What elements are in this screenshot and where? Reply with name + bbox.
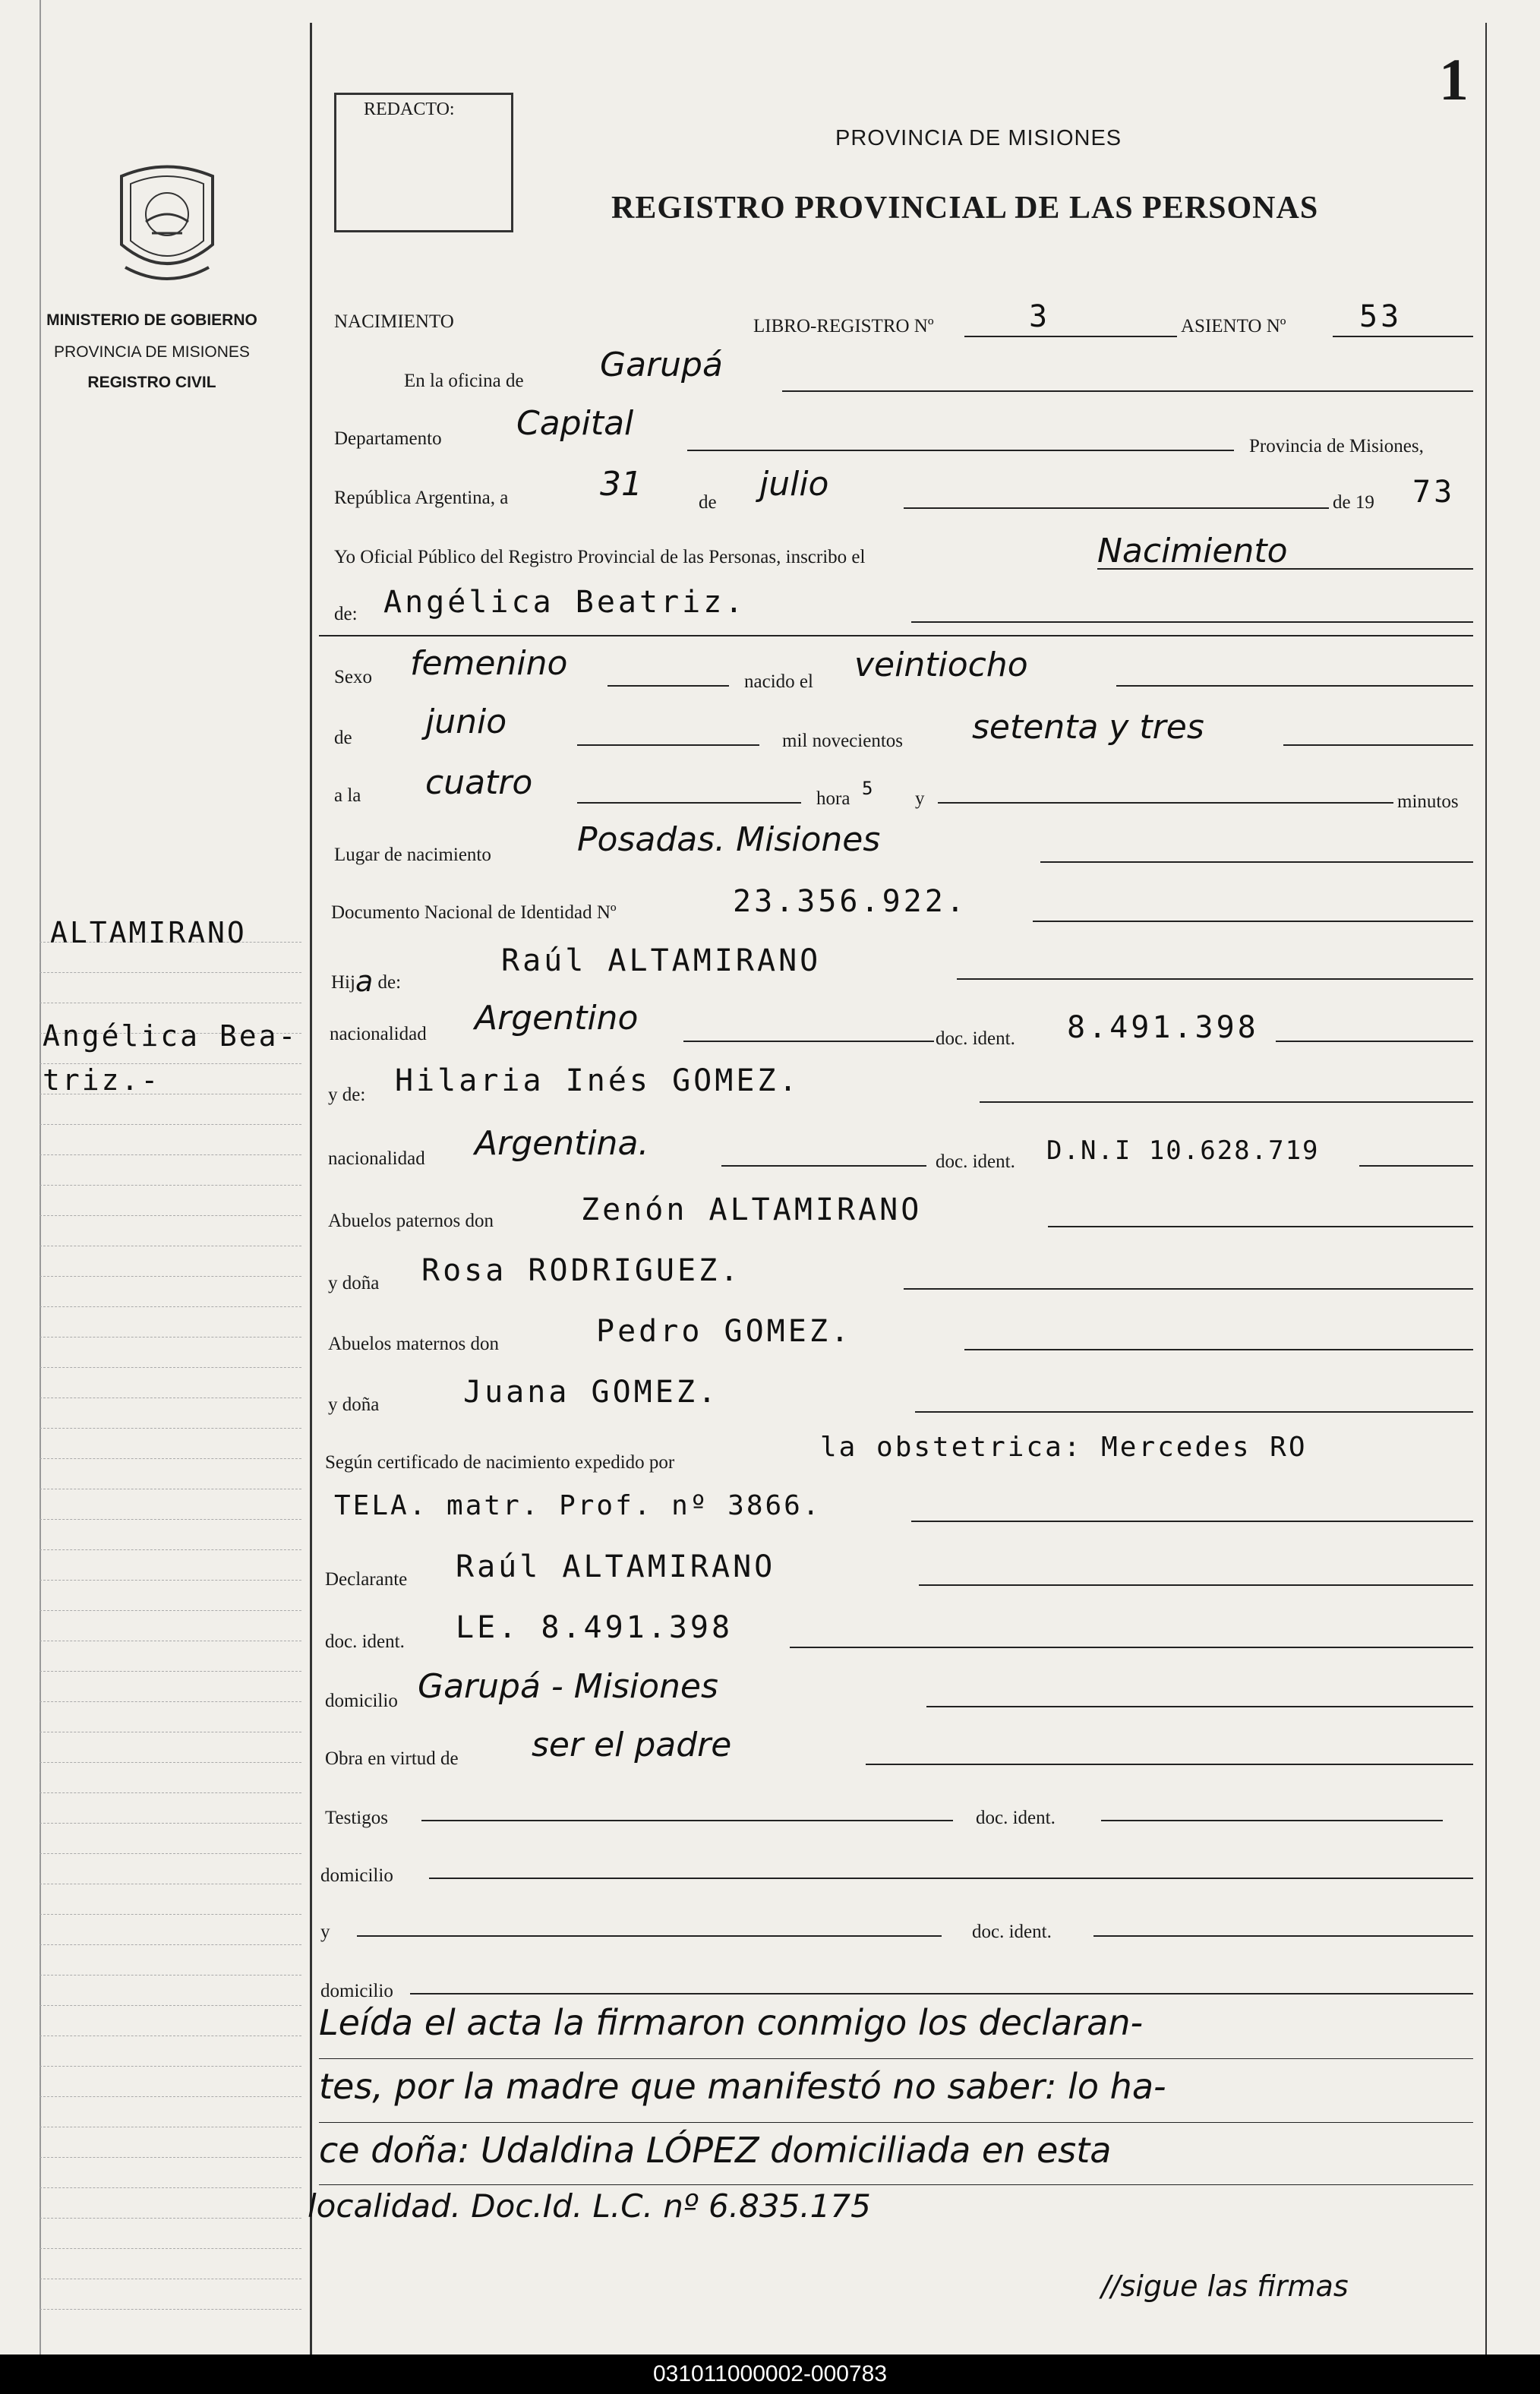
margin-ruled-line	[39, 1944, 301, 1945]
dom-line	[926, 1706, 1473, 1707]
note-line-3: ce doña: Udaldina LÓPEZ domiciliada en esta	[319, 2130, 1112, 2171]
de-label: de	[699, 492, 717, 513]
doc4-label: doc. ident.	[972, 1922, 1052, 1942]
note-line-1: Leída el acta la firmaron conmigo los declaran-	[319, 2002, 1144, 2043]
margin-ruled-line	[39, 972, 301, 973]
doc3-label: doc. ident.	[976, 1808, 1056, 1828]
mes2-line	[577, 744, 759, 746]
sidebar-province-label: PROVINCIA DE MISIONES	[54, 343, 250, 361]
anio-value: 73	[1412, 475, 1456, 510]
cert-value-2: TELA. matr. Prof. nº 3866.	[334, 1490, 822, 1521]
doc1-value: 8.491.398	[1067, 1010, 1259, 1045]
abp2-line	[904, 1288, 1473, 1290]
oficina-label: En la oficina de	[404, 371, 524, 391]
nac2-label: nacionalidad	[328, 1148, 425, 1169]
margin-given-name-1: Angélica Bea-	[43, 1019, 298, 1053]
redacto-box	[334, 93, 513, 232]
mil-line	[1283, 744, 1473, 746]
lugar-value: Posadas. Misiones	[577, 820, 881, 859]
departamento-label: Departamento	[334, 428, 442, 449]
libro-label: LIBRO-REGISTRO Nº	[753, 316, 934, 336]
nacido-value: veintiocho	[854, 646, 1028, 684]
dni-line	[1033, 921, 1473, 922]
yo-label: Yo Oficial Público del Registro Provincial de las Personas, inscribo el	[334, 547, 866, 567]
lugar-line	[1040, 861, 1473, 863]
sexo-label: Sexo	[334, 667, 372, 687]
margin-ruled-line	[39, 1975, 301, 1976]
dom-value: Garupá - Misiones	[418, 1667, 718, 1706]
testigos-label: Testigos	[325, 1808, 388, 1828]
margin-ruled-line	[39, 1519, 301, 1520]
margin-ruled-line	[39, 1914, 301, 1915]
abm-value: Pedro GOMEZ.	[596, 1314, 852, 1349]
mes-line	[904, 507, 1329, 509]
republica-label: República Argentina, a	[334, 488, 509, 508]
margin-ruled-line	[39, 1124, 301, 1125]
note-line-5: //sigue las firmas	[1101, 2269, 1349, 2303]
yo-value: Nacimiento	[1097, 532, 1288, 570]
obra-line	[866, 1764, 1473, 1765]
madre-value: Hilaria Inés GOMEZ.	[395, 1063, 800, 1098]
yde-label: y de:	[328, 1085, 366, 1105]
obra-label: Obra en virtud de	[325, 1748, 459, 1769]
departamento-value: Capital	[516, 404, 634, 443]
abm-line	[964, 1349, 1473, 1350]
nacido-label: nacido el	[744, 671, 813, 692]
nombre-line-2	[319, 635, 1473, 636]
padre-value: Raúl ALTAMIRANO	[501, 943, 822, 978]
asiento-line	[1333, 336, 1473, 337]
cert-label: Según certificado de nacimiento expedido por	[325, 1452, 675, 1473]
margin-ruled-line	[39, 2187, 301, 2188]
abp-line	[1048, 1226, 1473, 1227]
dni-value: 23.356.922.	[733, 884, 967, 919]
docdec-label: doc. ident.	[325, 1631, 405, 1652]
margin-ruled-line	[39, 1671, 301, 1672]
dom-label: domicilio	[325, 1691, 398, 1711]
margin-ruled-line	[39, 1154, 301, 1155]
y2-line	[357, 1935, 942, 1937]
oficina-line	[782, 390, 1473, 392]
dom3-line	[410, 1993, 1473, 1994]
doc1-label: doc. ident.	[936, 1028, 1015, 1049]
margin-ruled-line	[39, 2218, 301, 2219]
abm-label: Abuelos maternos don	[328, 1334, 499, 1354]
dom2-label: domicilio	[320, 1865, 393, 1886]
abp-label: Abuelos paternos don	[328, 1211, 494, 1231]
margin-ruled-line	[39, 2005, 301, 2006]
provincial-seal-icon	[106, 161, 228, 290]
ydona2-label: y doña	[328, 1394, 380, 1415]
margin-ruled-line	[39, 1337, 301, 1338]
margin-given-name-2: triz.-	[43, 1063, 161, 1097]
hora-value: cuatro	[425, 763, 533, 802]
abp2-value: Rosa RODRIGUEZ.	[421, 1253, 742, 1288]
margin-ruled-line	[39, 1549, 301, 1550]
doc4-line	[1093, 1935, 1473, 1937]
dni-label: Documento Nacional de Identidad Nº	[331, 902, 617, 923]
hora-label: hora	[816, 788, 850, 809]
registry-title: REGISTRO PROVINCIAL DE LAS PERSONAS	[611, 191, 1319, 226]
docdec-value: LE. 8.491.398	[456, 1610, 734, 1645]
cert-line	[911, 1521, 1473, 1522]
margin-ruled-line	[39, 1428, 301, 1429]
asiento-label: ASIENTO Nº	[1181, 316, 1286, 336]
hora-line	[577, 802, 801, 804]
asiento-value: 53	[1359, 299, 1403, 334]
de3-label: de	[334, 728, 352, 748]
civil-registry-label: REGISTRO CIVIL	[87, 374, 216, 391]
mil-value: setenta y tres	[972, 708, 1204, 747]
madre-line	[980, 1101, 1473, 1103]
mil-label: mil novecientos	[782, 731, 903, 751]
doc3-line	[1101, 1820, 1443, 1821]
nac2-value: Argentina.	[475, 1124, 649, 1163]
nac1-line	[683, 1041, 934, 1042]
y-label: y	[915, 788, 925, 809]
ministry-label: MINISTERIO DE GOBIERNO	[46, 311, 257, 329]
margin-ruled-line	[39, 1762, 301, 1763]
hija-gender: a	[355, 965, 374, 998]
dom2-line	[429, 1878, 1473, 1879]
note-rule-1	[319, 2058, 1473, 2059]
province-header: PROVINCIA DE MISIONES	[835, 126, 1122, 150]
margin-ruled-line	[39, 1580, 301, 1581]
nombre-value: Angélica Beatriz.	[383, 585, 746, 620]
dom3-label: domicilio	[320, 1981, 393, 2001]
padre-line	[957, 978, 1473, 980]
hija-prefix: Hij	[331, 972, 355, 993]
lugar-label: Lugar de nacimiento	[334, 845, 491, 865]
hora-num: 5	[862, 778, 876, 799]
mes-value: julio	[759, 465, 829, 504]
nac1-label: nacionalidad	[330, 1024, 427, 1044]
anio-label: de 19	[1333, 492, 1374, 513]
mes2-value: junio	[425, 703, 507, 741]
page-right-border	[1485, 23, 1487, 2355]
note-line-2: tes, por la madre que manifestó no saber: lo ha-	[319, 2066, 1166, 2107]
hija-de: de:	[377, 972, 402, 993]
page-number: 1	[1439, 46, 1469, 112]
margin-ruled-line	[39, 1701, 301, 1702]
margin-ruled-line	[39, 1610, 301, 1611]
nacido-line	[1116, 685, 1473, 687]
ala-label: a la	[334, 785, 361, 806]
note-line-4: localidad. Doc.Id. L.C. nº 6.835.175	[308, 2187, 871, 2225]
yo-line	[1097, 568, 1473, 570]
cert-value: la obstetrica: Mercedes RO	[820, 1432, 1308, 1463]
margin-ruled-line	[39, 1276, 301, 1277]
footer-code: 031011000002-000783	[652, 2361, 888, 2386]
hija-label	[331, 962, 402, 998]
libro-value: 3	[1029, 299, 1051, 334]
sexo-value: femenino	[410, 644, 568, 683]
nac2-line	[721, 1165, 926, 1167]
margin-ruled-line	[39, 1215, 301, 1216]
note-rule-2	[319, 2122, 1473, 2123]
margin-ruled-line	[39, 2157, 301, 2158]
abm2-value: Juana GOMEZ.	[463, 1375, 719, 1410]
de2-label: de:	[334, 604, 358, 624]
y2-label: y	[320, 1922, 330, 1942]
margin-divider	[310, 23, 312, 2355]
ydona1-label: y doña	[328, 1273, 380, 1293]
abm2-line	[915, 1411, 1473, 1413]
nombre-line	[911, 621, 1473, 623]
doc2-line	[1359, 1165, 1473, 1167]
declarante-label: Declarante	[325, 1569, 408, 1590]
margin-ruled-line	[39, 1792, 301, 1793]
docdec-line	[790, 1647, 1473, 1648]
margin-ruled-line	[39, 1823, 301, 1824]
abp-value: Zenón ALTAMIRANO	[581, 1192, 923, 1227]
nac1-value: Argentino	[475, 999, 639, 1038]
doc2-label: doc. ident.	[936, 1151, 1015, 1172]
redacto-label: REDACTO:	[359, 99, 459, 120]
testigos-line	[421, 1820, 953, 1821]
footer-bar	[0, 2355, 1540, 2394]
margin-ruled-line	[39, 2096, 301, 2097]
obra-value: ser el padre	[532, 1726, 732, 1764]
sexo-line	[607, 685, 729, 687]
libro-line	[964, 336, 1177, 337]
dia-value: 31	[600, 465, 642, 504]
margin-surname: ALTAMIRANO	[50, 916, 247, 949]
nacimiento-label: NACIMIENTO	[334, 311, 454, 332]
doc1-line	[1276, 1041, 1473, 1042]
provincia-label: Provincia de Misiones,	[1249, 436, 1424, 456]
declarante-line	[919, 1584, 1473, 1586]
margin-ruled-line	[39, 1185, 301, 1186]
margin-ruled-line	[39, 1367, 301, 1368]
margin-ruled-line	[39, 1853, 301, 1854]
margin-ruled-line	[39, 2309, 301, 2310]
margin-ruled-line	[39, 1458, 301, 1459]
oficina-value: Garupá	[600, 346, 723, 384]
doc2-value: D.N.I 10.628.719	[1046, 1135, 1320, 1166]
minutos-label: minutos	[1397, 791, 1459, 812]
margin-ruled-line	[39, 1306, 301, 1307]
margin-ruled-line	[39, 2066, 301, 2067]
margin-ruled-line	[39, 2248, 301, 2249]
minutos-line	[938, 802, 1393, 804]
declarante-value: Raúl ALTAMIRANO	[456, 1549, 776, 1584]
note-rule-3	[319, 2184, 1473, 2185]
departamento-line	[687, 450, 1234, 451]
